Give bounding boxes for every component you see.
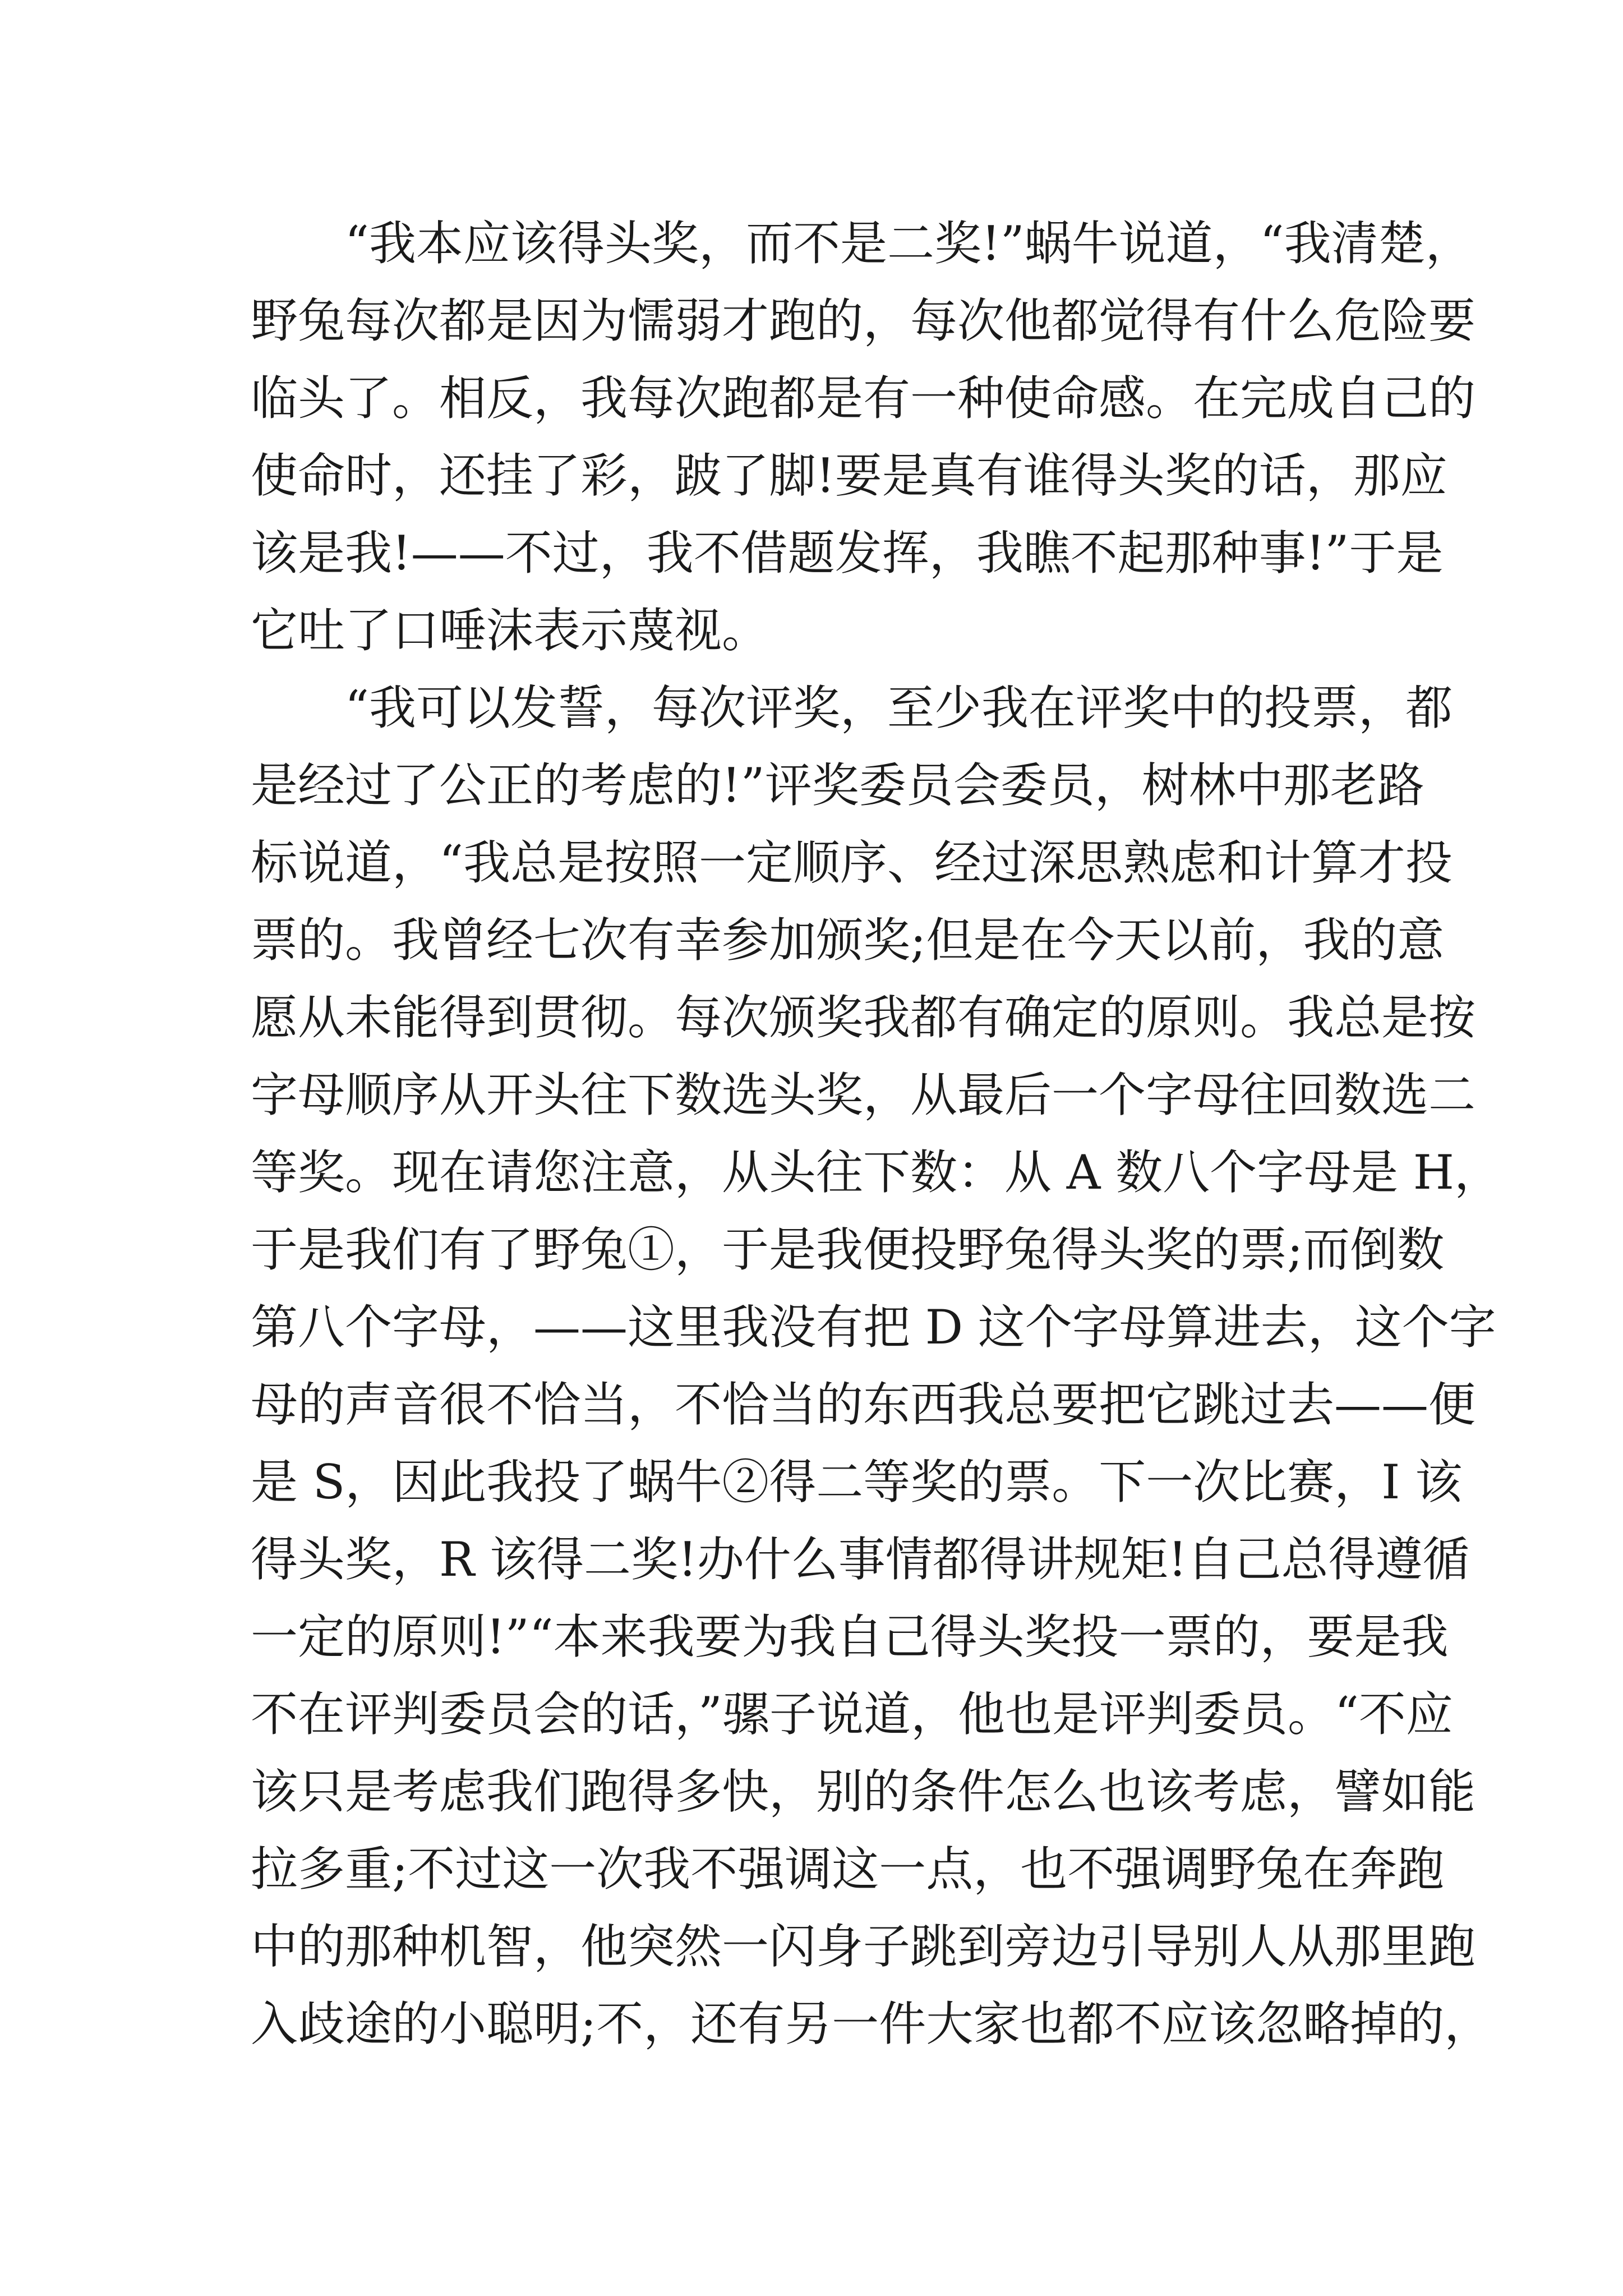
- text-line: 于是我们有了野兔①，于是我便投野兔得头奖的票;而倒数: [251, 1222, 1445, 1277]
- text-line: 该只是考虑我们跑得多快，别的条件怎么也该考虑，譬如能: [251, 1764, 1476, 1819]
- text-line: 野兔每次都是因为懦弱才跑的，每次他都觉得有什么危险要: [251, 293, 1476, 348]
- text-line: 等奖。现在请您注意，从头往下数：从 A 数八个字母是 H，: [251, 1145, 1502, 1200]
- text-line: 字母顺序从开头往下数选头奖，从最后一个字母往回数选二: [251, 1068, 1476, 1122]
- text-line: 不在评判委员会的话，”骡子说道，他也是评判委员。“不应: [251, 1687, 1453, 1742]
- text-line: 入歧途的小聪明;不，还有另一件大家也都不应该忽略掉的，: [251, 1996, 1492, 2051]
- text-line: “我可以发誓，每次评奖，至少我在评奖中的投票，都: [345, 680, 1453, 735]
- text-line: 中的那种机智，他突然一闪身子跳到旁边引导别人从那里跑: [251, 1919, 1476, 1974]
- text-line: “我本应该得头奖，而不是二奖!”蜗牛说道，“我清楚，: [345, 216, 1473, 271]
- body-text: [251, 205, 1502, 2063]
- text-line: 是 S，因此我投了蜗牛②得二等奖的票。下一次比赛，I 该: [251, 1455, 1463, 1510]
- text-line: 拉多重;不过这一次我不强调这一点，也不强调野兔在奔跑: [251, 1842, 1445, 1897]
- text-line: 是经过了公正的考虑的!”评奖委员会委员，树林中那老路: [251, 758, 1424, 813]
- text-line: 它吐了口唾沫表示蔑视。: [251, 603, 769, 658]
- text-line: 母的声音很不恰当，不恰当的东西我总要把它跳过去——便: [251, 1377, 1476, 1432]
- text-line: 标说道，“我总是按照一定顺序、经过深思熟虑和计算才投: [251, 835, 1453, 890]
- text-line: 得头奖，R 该得二奖!办什么事情都得讲规矩!自己总得遵循: [251, 1532, 1470, 1587]
- text-line: 票的。我曾经七次有幸参加颁奖;但是在今天以前，我的意: [251, 913, 1445, 968]
- text-line: 一定的原则!”“本来我要为我自己得头奖投一票的，要是我: [251, 1609, 1449, 1664]
- paragraph-2: [251, 669, 1502, 2063]
- text-line: 使命时，还挂了彩，跛了脚!要是真有谁得头奖的话，那应: [251, 448, 1447, 503]
- text-line: 第八个字母，——这里我没有把 D 这个字母算进去，这个字: [251, 1300, 1496, 1355]
- text-line: 愿从未能得到贯彻。每次颁奖我都有确定的原则。我总是按: [251, 990, 1476, 1045]
- text-line: 该是我!——不过，我不借题发挥，我瞧不起那种事!”于是: [251, 526, 1444, 581]
- paragraph-1: [251, 205, 1476, 669]
- text-line: 临头了。相反，我每次跑都是有一种使命感。在完成自己的: [251, 371, 1476, 426]
